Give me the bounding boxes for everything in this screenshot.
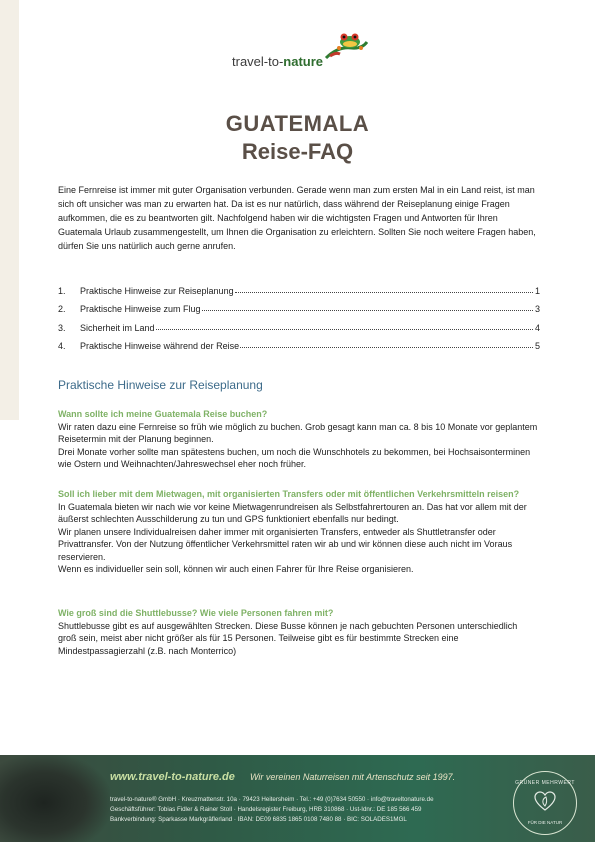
section-heading: Praktische Hinweise zur Reiseplanung	[58, 378, 263, 392]
title-subtitle: Reise-FAQ	[241, 139, 354, 164]
footer-management-line: Geschäftsführer: Tobias Fidler & Rainer Stoll · Handelsregister Freiburg, HRB 310868 · Ust-Idnr.: DE 185 566 459	[110, 806, 422, 813]
toc-label: Praktische Hinweise zur Reiseplanung	[80, 285, 234, 296]
toc-number: 4.	[58, 341, 66, 351]
title-country: GUATEMALA	[225, 111, 370, 136]
footer-website-link[interactable]: www.travel-to-nature.de	[110, 771, 235, 783]
footer-banner	[0, 755, 595, 842]
toc-number: 3.	[58, 322, 66, 333]
page-title	[0, 110, 595, 166]
toc-leader	[202, 310, 533, 311]
footer-contact-line: travel-to-nature® GmbH · Kreuzmattenstr. 10a · 79423 Heitersheim · Tel.: +49 (0)7634 50550 · info@traveltonature.de	[110, 796, 434, 803]
toc-leader	[235, 292, 533, 293]
tree-frog-logo-icon	[324, 28, 368, 62]
faq-answer: In Guatemala bieten wir nach wie vor keine Mietwagenrundreisen als Selbstfahrertouren an. Das hat vor allem mit der äußerst schlechten Ausschilderung zu tun und GPS funktioniert ebenfalls nur bedingt. Wir planen unsere Individualreisen daher immer mit organisierten Transfers, entweder als Shuttletransfer oder Privattransfer. Von der Nutzung öffentlicher Verkehrsmittel raten wir ab und wir können diese auch nicht im Voraus reservieren. Wenn es individueller sein soll, können wir auch einen Fahrer für Ihre Reise organisieren.	[58, 501, 527, 574]
heart-leaf-icon	[533, 789, 557, 813]
company-logo[interactable]	[228, 26, 368, 74]
toc-entry[interactable]	[58, 333, 540, 352]
faq-item	[58, 607, 538, 657]
faq-answer: Wir raten dazu eine Fernreise so früh wie möglich zu buchen. Grob gesagt kann man ca. 8 bis 10 Monate vor geplantem Reisetermin mit der Planung beginnen. Drei Monate vorher sollte man spätestens buchen, um noch die Wunschhotels zu bekommen, bei Hochsaisonterminen wie Ostern und Weihnachten/Jahreswechsel eher noch früher.	[58, 421, 538, 469]
toc-number: 1.	[58, 285, 66, 296]
toc-entry[interactable]	[58, 277, 540, 296]
badge-top-text: GRÜNER MEHRWERT	[515, 780, 575, 786]
faq-item	[58, 488, 538, 576]
toc-label: Sicherheit im Land	[80, 322, 155, 333]
toc-page: 1	[534, 285, 540, 296]
footer-bank-line: Bankverbindung: Sparkasse Markgräflerland · IBAN: DE09 6835 1865 0108 7480 88 · BIC: SOLADES1MGL	[110, 816, 407, 823]
toc-number: 2.	[58, 304, 66, 314]
gorilla-photo	[0, 755, 110, 842]
side-decoration-strip	[0, 0, 19, 420]
toc-leader	[156, 329, 533, 330]
footer-headline	[110, 771, 467, 783]
table-of-contents	[58, 277, 540, 351]
toc-label: Praktische Hinweise zum Flug	[80, 304, 201, 314]
green-value-badge	[513, 771, 577, 835]
intro-paragraph: Eine Fernreise ist immer mit guter Organisation verbunden. Gerade wenn man zum ersten Mal in ein Land reist, ist man sich oft unsicher was man zu erwarten hat. Da ist es nur natürlich, dass während der Reiseplanung einige Fragen aufkommen, die es zu beantworten gilt. Nachfolgend haben wir die wichtigsten Fragen und Antworten für Ihren Guatemala Urlaub zusammengestellt, um Ihnen die Organisation zu erleichtern. Sollten Sie noch weitere Fragen haben, dürfen Sie uns natürlich auch gerne anrufen.	[58, 185, 536, 251]
faq-item	[58, 408, 538, 471]
toc-page: 3	[534, 304, 540, 314]
brand-name: travel-to-nature	[232, 54, 324, 69]
faq-question: Wann sollte ich meine Guatemala Reise buchen?	[58, 409, 268, 419]
faq-question: Wie groß sind die Shuttlebusse? Wie viele Personen fahren mit?	[58, 608, 334, 618]
faq-question: Soll ich lieber mit dem Mietwagen, mit organisierten Transfers oder mit öffentlichen Verkehrsmitteln reisen?	[58, 489, 520, 499]
toc-entry[interactable]	[58, 314, 540, 333]
toc-leader	[240, 347, 533, 348]
footer-slogan: Wir vereinen Naturreisen mit Artenschutz seit 1997.	[249, 772, 456, 782]
toc-page: 4	[534, 322, 540, 333]
toc-entry[interactable]	[58, 296, 540, 315]
toc-label: Praktische Hinweise während der Reise	[80, 341, 240, 351]
toc-page: 5	[534, 341, 540, 351]
badge-bottom-text: FÜR DIE NATUR	[527, 820, 563, 825]
faq-answer: Shuttlebusse gibt es auf ausgewählten Strecken. Diese Busse können je nach gebuchten Personen unterschiedlich groß sein, meist aber nicht größer als für 15 Personen. Teilweise gibt es für bestimmte Strecken eine Mindestpassagierzahl (z.B. nach Monterrico)	[58, 620, 518, 656]
